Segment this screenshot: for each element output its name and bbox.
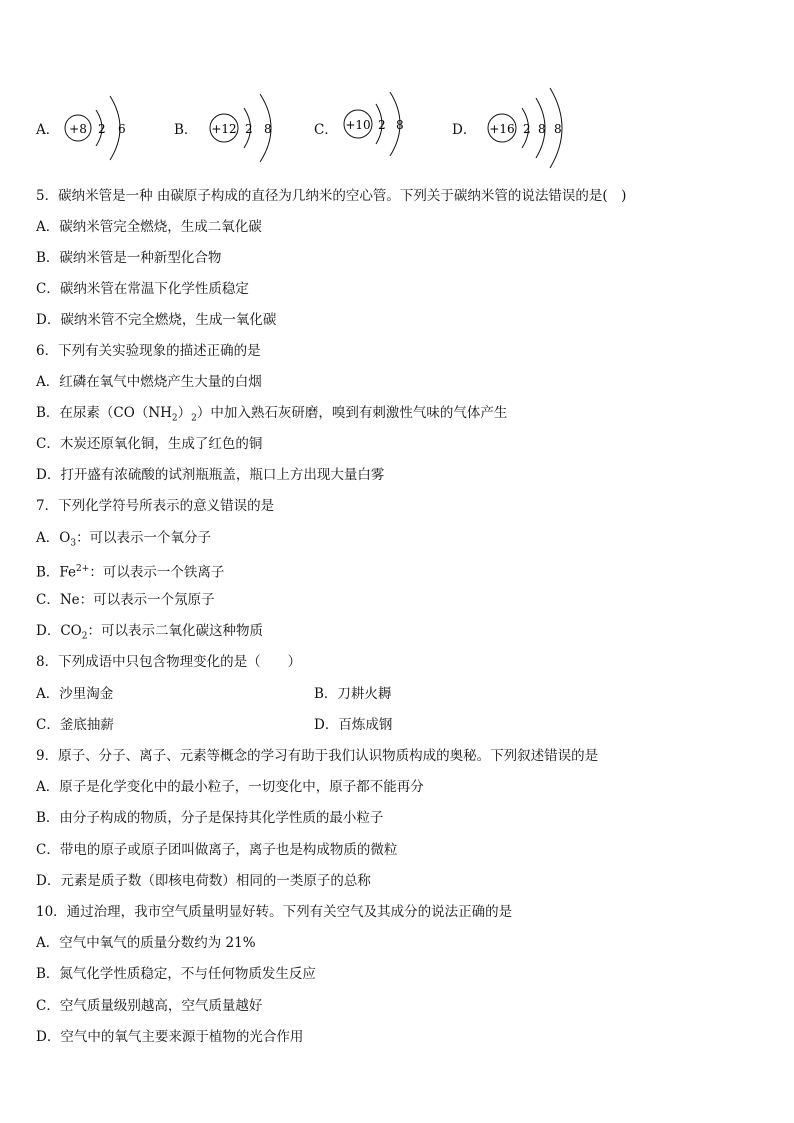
- q8-option-d: D．百炼成钢: [314, 717, 393, 733]
- superscript: 2+: [76, 564, 90, 574]
- q9-option-b: B．由分子构成的物质，分子是保持其化学性质的最小粒子: [36, 810, 384, 826]
- q6-option-a: A．红磷在氧气中燃烧产生大量的白烟: [36, 374, 262, 390]
- question-10-stem: 10．通过治理，我市空气质量明显好转。下列有关空气及其成分的说法正确的是: [36, 904, 513, 920]
- q8-options-row-2: [36, 716, 393, 734]
- q10-option-b: B．氮气化学性质稳定，不与任何物质发生反应: [36, 966, 316, 982]
- subscript: 2: [191, 413, 197, 424]
- q10-option-d: D．空气中的氧气主要来源于植物的光合作用: [36, 1029, 304, 1045]
- text-segment: A．O: [36, 530, 71, 546]
- q8-option-b: B．刀耕火耨: [314, 686, 392, 702]
- option-label: C．: [314, 122, 338, 138]
- shell-electrons: 8: [554, 122, 562, 136]
- question-5-stem: 5．碳纳米管是一种 由碳原子构成的直径为几纳米的空心管。下列关于碳纳米管的说法错误的是( ): [36, 188, 627, 204]
- option-label: B．: [174, 122, 198, 138]
- shell-electrons: 2: [378, 118, 386, 132]
- subscript: 2: [81, 631, 88, 642]
- q7-option-a: [36, 529, 211, 553]
- atom-diagram-icon: [480, 88, 610, 168]
- subscript: 3: [70, 538, 77, 549]
- question-6-stem: 6．下列有关实验现象的描述正确的是: [36, 343, 261, 359]
- shell-electrons: 8: [538, 122, 546, 136]
- text-segment: ：可以表示二氧化碳这种物质: [87, 623, 263, 639]
- text-segment: ）中加入熟石灰研磨，嗅到有刺激性气味的气体产生: [196, 405, 508, 421]
- q5-option-d: D．碳纳米管不完全燃烧，生成一氧化碳: [36, 312, 277, 328]
- atom-diagram-icon: [338, 88, 448, 168]
- question-7-stem: 7．下列化学符号所表示的意义错误的是: [36, 498, 275, 514]
- text-segment: ：可以表示一个铁离子: [89, 564, 225, 581]
- q6-option-b: [36, 404, 507, 428]
- question-8-stem: 8．下列成语中只包含物理变化的是（ ）: [36, 654, 302, 670]
- q5-option-c: C．碳纳米管在常温下化学性质稳定: [36, 281, 249, 297]
- shell-electrons: 2: [523, 122, 531, 136]
- q10-option-a: A．空气中氧气的质量分数约为 21%: [36, 935, 256, 951]
- option-a-atom: [36, 88, 176, 168]
- atom-diagram-icon: [202, 88, 312, 168]
- atom-diagram-options: [36, 88, 776, 168]
- q9-option-a: A．原子是化学变化中的最小粒子，一切变化中，原子都不能再分: [36, 779, 424, 795]
- option-d-atom: [452, 88, 612, 168]
- q8-option-a: A．沙里淘金: [36, 686, 114, 702]
- text-segment: ：可以表示一个氧分子: [76, 530, 212, 546]
- atom-diagram-icon: [58, 88, 168, 168]
- shell-electrons: 6: [118, 122, 126, 136]
- option-b-atom: [174, 88, 314, 168]
- q8-option-c: C．釜底抽薪: [36, 717, 114, 733]
- q10-option-c: C．空气质量级别越高，空气质量越好: [36, 998, 263, 1014]
- q5-option-b: B．碳纳米管是一种新型化合物: [36, 250, 222, 266]
- nucleus-charge: +8: [69, 122, 87, 136]
- nucleus-charge: +16: [489, 122, 515, 136]
- shell-electrons: 2: [98, 122, 106, 136]
- q9-option-c: C．带电的原子或原子团叫做离子，离子也是构成物质的微粒: [36, 842, 398, 858]
- shell-electrons: 2: [245, 122, 253, 136]
- q7-option-b: [36, 560, 224, 582]
- shell-electrons: 8: [396, 118, 404, 132]
- text-segment: D．CO: [36, 623, 82, 639]
- q7-option-d: [36, 622, 263, 646]
- text-segment: ）: [177, 405, 192, 421]
- shell-electrons: 8: [264, 122, 272, 136]
- q9-option-d: D．元素是质子数（即核电荷数）相同的一类原子的总称: [36, 873, 371, 889]
- nucleus-charge: +12: [211, 122, 237, 136]
- text-segment: B．在尿素（CO（NH: [36, 405, 172, 421]
- text-segment: B．Fe: [36, 564, 77, 581]
- q5-option-a: A．碳纳米管完全燃烧，生成二氧化碳: [36, 219, 262, 235]
- q8-options-row-1: [36, 685, 392, 703]
- question-9-stem: 9．原子、分子、离子、元素等概念的学习有助于我们认识物质构成的奥秘。下列叙述错误的是: [36, 748, 599, 764]
- nucleus-charge: +10: [345, 118, 371, 132]
- subscript: 2: [171, 413, 178, 424]
- option-c-atom: [314, 88, 454, 168]
- option-label: A．: [36, 122, 60, 138]
- q7-option-c: C．Ne：可以表示一个氖原子: [36, 592, 215, 608]
- option-label: D．: [452, 122, 477, 138]
- q6-option-d: D．打开盛有浓硫酸的试剂瓶瓶盖，瓶口上方出现大量白雾: [36, 467, 385, 483]
- q6-option-c: C．木炭还原氧化铜，生成了红色的铜: [36, 436, 263, 452]
